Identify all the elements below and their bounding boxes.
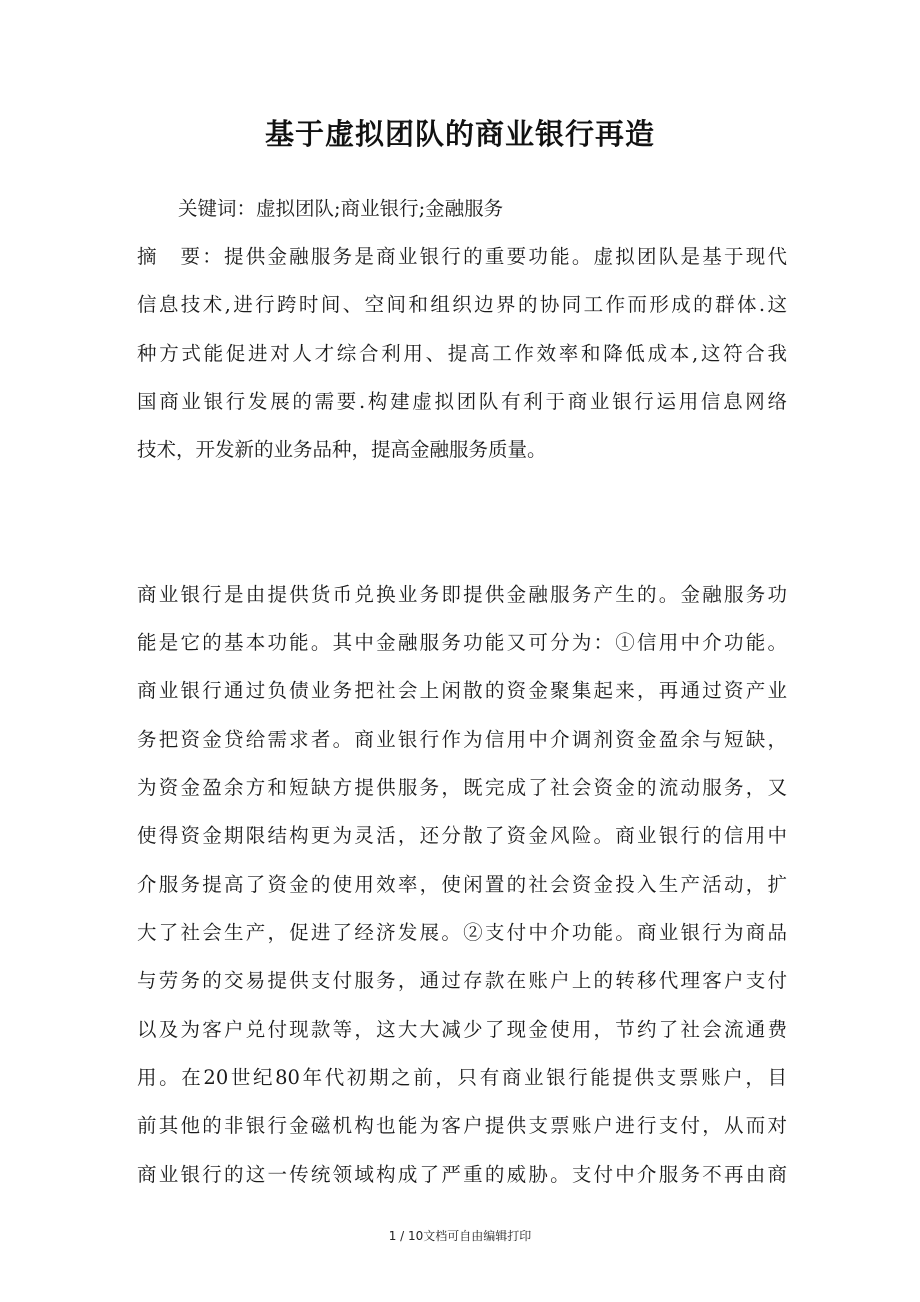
body-line: 用。在20世纪80年代初期之前，只有商业银行能提供支票账户，目 — [137, 1066, 787, 1089]
abstract-line: 摘 要：提供金融服务是商业银行的重要功能。虚拟团队是基于现代 — [137, 245, 787, 268]
body-line: 与劳务的交易提供支付服务，通过存款在账户上的转移代理客户支付 — [137, 969, 787, 992]
body-line: 以及为客户兑付现款等，这大大减少了现金使用，节约了社会流通费 — [137, 1018, 787, 1041]
body-line: 能是它的基本功能。其中金融服务功能又可分为：①信用中介功能。 — [137, 631, 787, 654]
body-line: 介服务提高了资金的使用效率，使闲置的社会资金投入生产活动，扩 — [137, 873, 787, 896]
abstract-line: 种方式能促进对人才综合利用、提高工作效率和降低成本,这符合我 — [137, 342, 787, 365]
body-line: 商业银行是由提供货币兑换业务即提供金融服务产生的。金融服务功 — [137, 583, 787, 606]
abstract-line: 信息技术,进行跨时间、空间和组织边界的协同工作而形成的群体.这 — [137, 293, 787, 316]
abstract-line: 技术，开发新的业务品种，提高金融服务质量。 — [137, 438, 547, 461]
body-line: 务把资金贷给需求者。商业银行作为信用中介调剂资金盈余与短缺， — [137, 728, 787, 751]
body-line: 大了社会生产，促进了经济发展。②支付中介功能。商业银行为商品 — [137, 921, 787, 944]
body-line: 商业银行通过负债业务把社会上闲散的资金聚集起来，再通过资产业 — [137, 679, 787, 702]
body-line: 为资金盈余方和短缺方提供服务，既完成了社会资金的流动服务，又 — [137, 776, 787, 799]
page-title: 基于虚拟团队的商业银行再造 — [264, 117, 655, 151]
keywords-line: 关键词：虚拟团队;商业银行;金融服务 — [178, 197, 504, 220]
page-footer: 1 / 10文档可自由编辑打印 — [388, 1229, 532, 1243]
body-line: 商业银行的这一传统领域构成了严重的威胁。支付中介服务不再由商 — [137, 1163, 787, 1186]
body-line: 使得资金期限结构更为灵活，还分散了资金风险。商业银行的信用中 — [137, 824, 787, 847]
abstract-line: 国商业银行发展的需要.构建虚拟团队有利于商业银行运用信息网络 — [137, 390, 787, 413]
body-line: 前其他的非银行金磁机构也能为客户提供支票账户进行支付，从而对 — [137, 1114, 787, 1137]
